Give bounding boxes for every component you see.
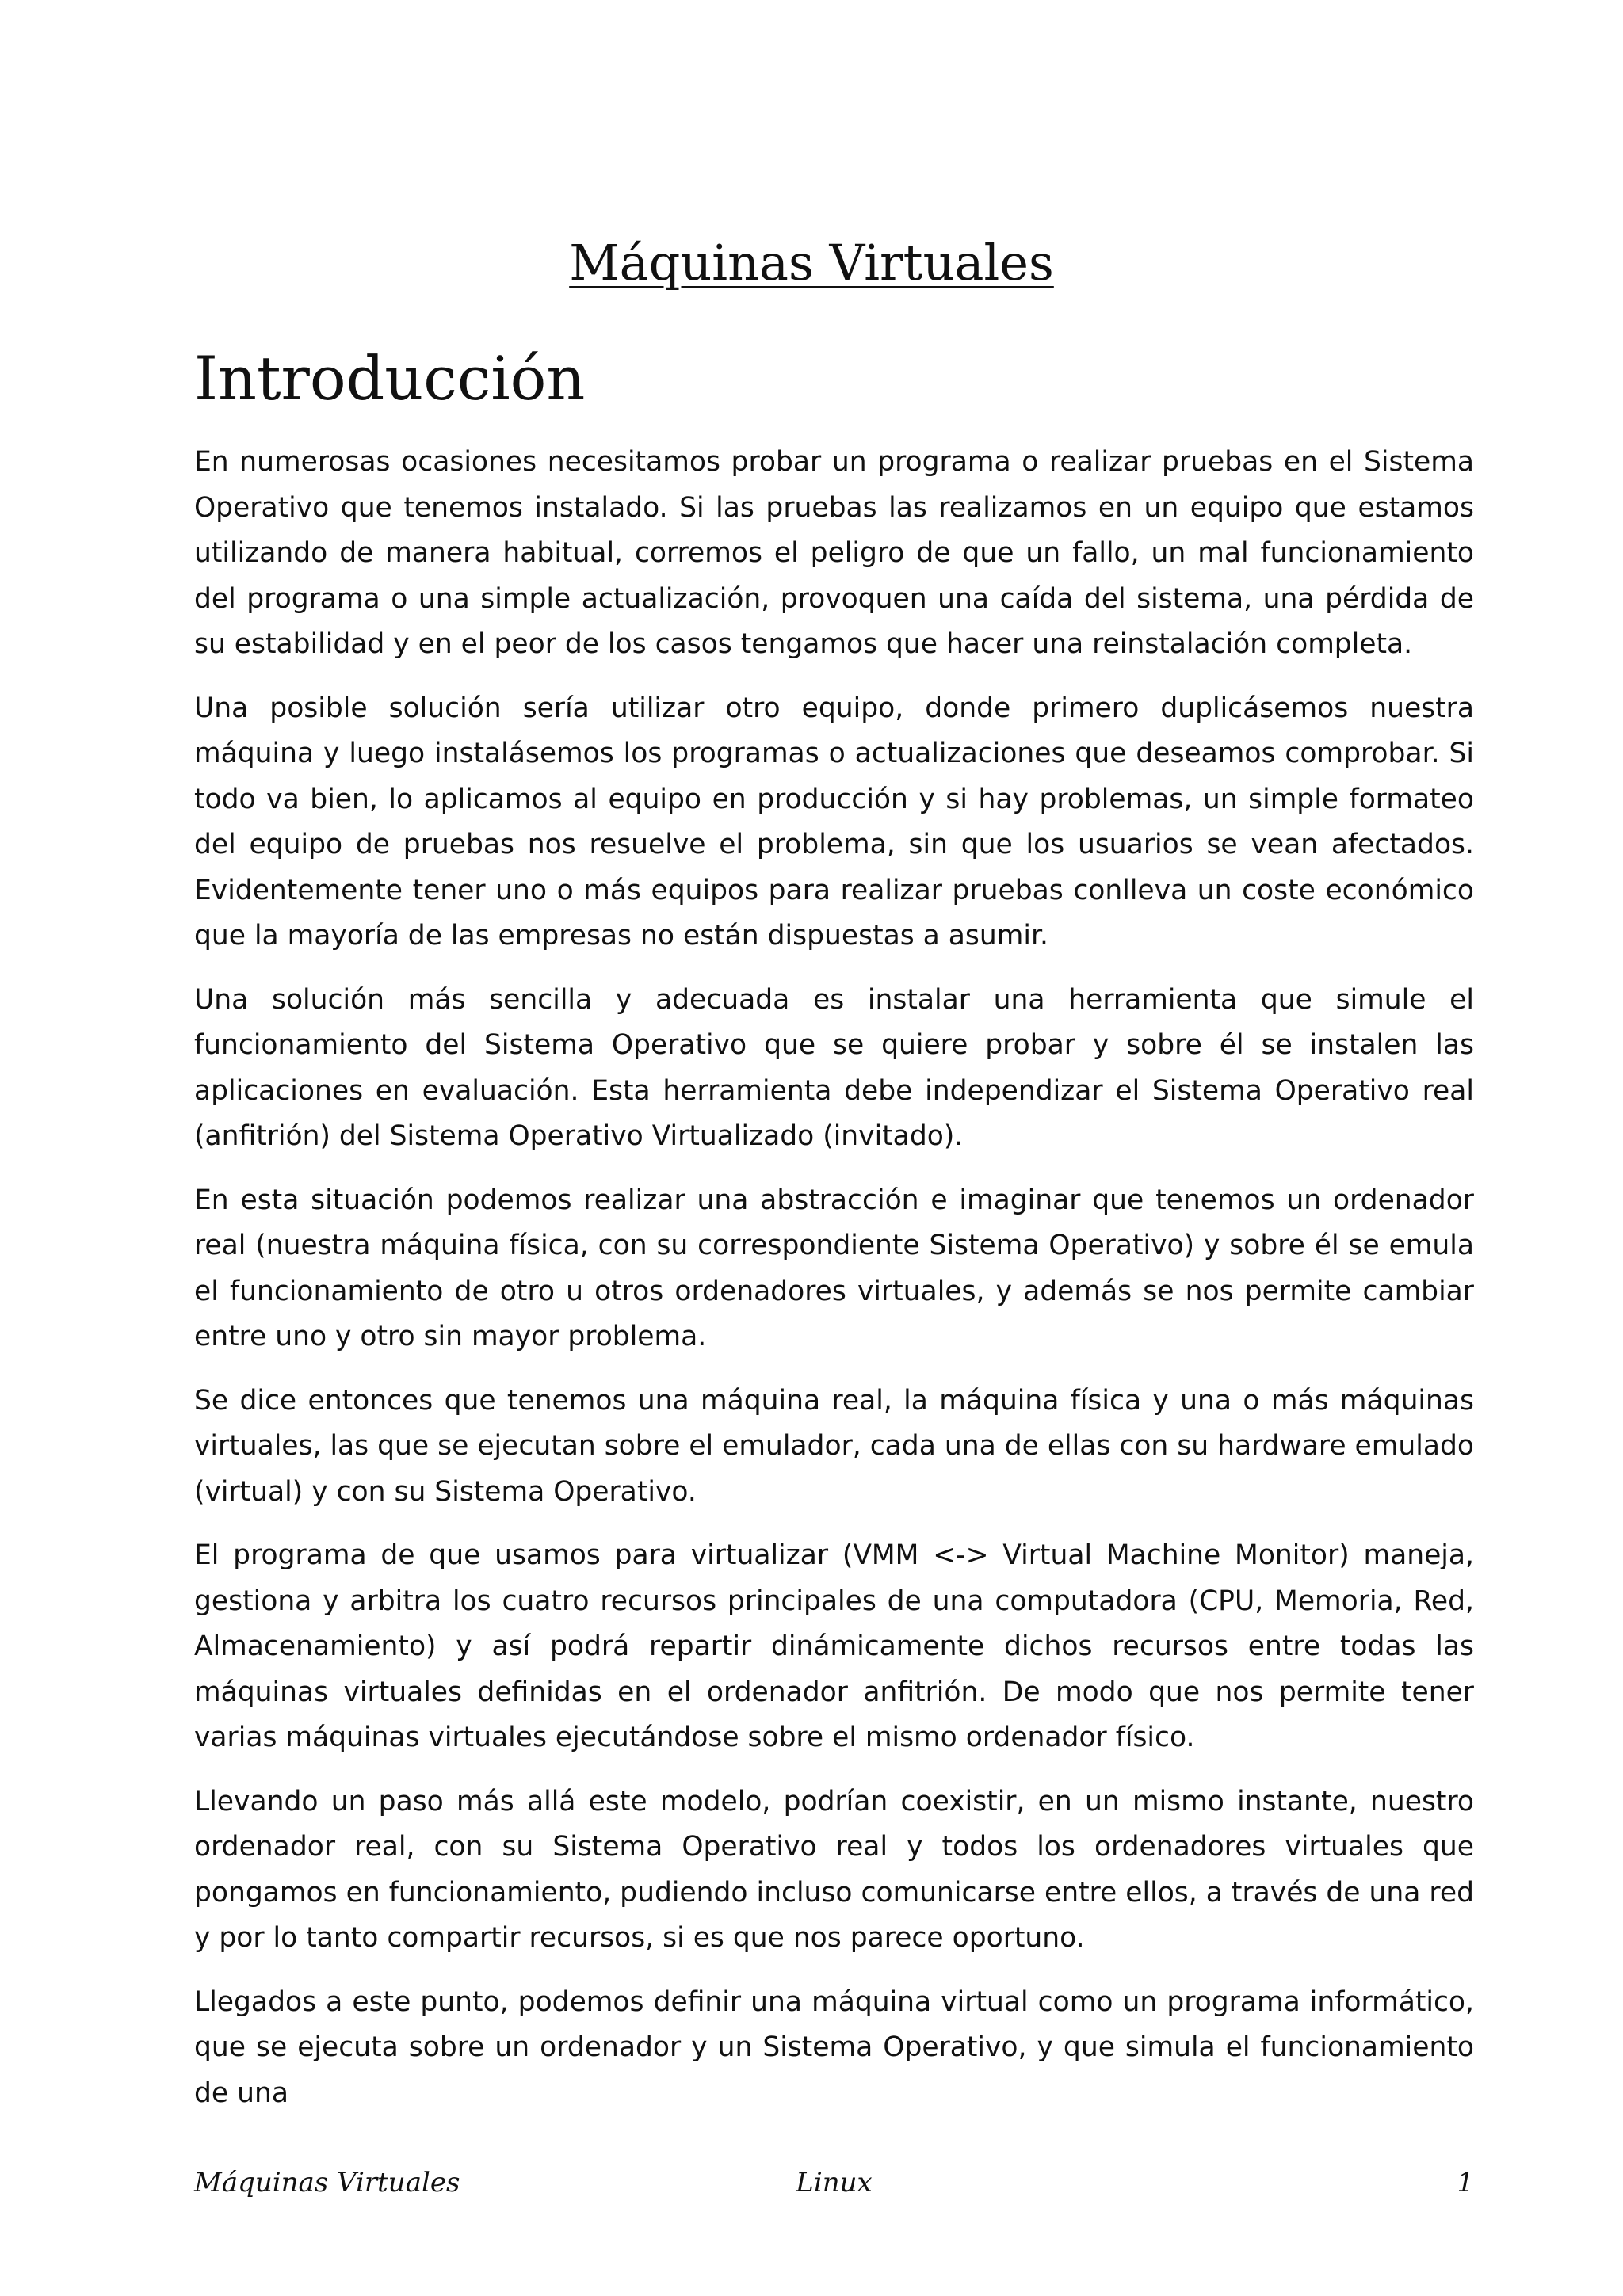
paragraph-8: Llegados a este punto, podemos definir una máquina virtual como un programa informático, que se ejecuta sobre un ordenador y un Sistema Operativo, y que simula el funcionamiento de una: [194, 1985, 1474, 2109]
document-title-text: Máquinas Virtuales: [569, 234, 1054, 292]
footer-document-title: Máquinas Virtuales: [194, 2167, 460, 2199]
footer-subject: Linux: [796, 2167, 873, 2199]
section-heading: Introducción: [194, 343, 586, 414]
paragraph-3: Una solución más sencilla y adecuada es instalar una herramienta que simule el funcionamiento del Sistema Operativo que se quiere probar y sobre él se instalen las aplicaciones en evaluación. Esta herramienta debe independizar el Sistema Operativo real (anfitrión) del Sistema Operativo Virtualizado (invitado).: [194, 983, 1474, 1152]
paragraph-6: El programa de que usamos para virtualizar (VMM <-> Virtual Machine Monitor) maneja, gestiona y arbitra los cuatro recursos principales de una computadora (CPU, Memoria, Red, Almacenamiento) y así podrá repartir dinámicamente dichos recursos entre todas las máquinas virtuales definidas en el ordenador anfitrión. De modo que nos permite tener varias máquinas virtuales ejecutándose sobre el mismo ordenador físico.: [194, 1539, 1474, 1753]
page-footer: [194, 2163, 1474, 2203]
paragraph-2: Una posible solución sería utilizar otro equipo, donde primero duplicásemos nuestra máquina y luego instalásemos los programas o actualizaciones que deseamos comprobar. Si todo va bien, lo aplicamos al equipo en producción y si hay problemas, un simple formateo del equipo de pruebas nos resuelve el problema, sin que los usuarios se vean afectados. Evidentemente tener uno o más equipos para realizar pruebas conlleva un coste económico que la mayoría de las empresas no están dispuestas a asumir.: [194, 692, 1474, 952]
paragraph-1: En numerosas ocasiones necesitamos probar un programa o realizar pruebas en el Sistema Operativo que tenemos instalado. Si las pruebas las realizamos en un equipo que estamos utilizando de manera habitual, corremos el peligro de que un fallo, un mal funcionamiento del programa o una simple actualización, provoquen una caída del sistema, una pérdida de su estabilidad y en el peor de los casos tengamos que hacer una reinstalación completa.: [194, 446, 1474, 660]
document-body: [194, 440, 1474, 2134]
footer-page-number: 1: [1457, 2167, 1474, 2199]
paragraph-4: En esta situación podemos realizar una abstracción e imaginar que tenemos un ordenador real (nuestra máquina física, con su correspondiente Sistema Operativo) y sobre él se emula el funcionamiento de otro u otros ordenadores virtuales, y además se nos permite cambiar entre uno y otro sin mayor problema.: [194, 1184, 1474, 1352]
paragraph-5: Se dice entonces que tenemos una máquina real, la máquina física y una o más máquinas virtuales, las que se ejecutan sobre el emulador, cada una de ellas con su hardware emulado (virtual) y con su Sistema Operativo.: [194, 1384, 1474, 1508]
document-title: [0, 231, 1623, 295]
paragraph-7: Llevando un paso más allá este modelo, podrían coexistir, en un mismo instante, nuestro ordenador real, con su Sistema Operativo real y todos los ordenadores virtuales que pongamos en funcionamiento, pudiendo incluso comunicarse entre ellos, a través de una red y por lo tanto compartir recursos, si es que nos parece oportuno.: [194, 1785, 1474, 1954]
